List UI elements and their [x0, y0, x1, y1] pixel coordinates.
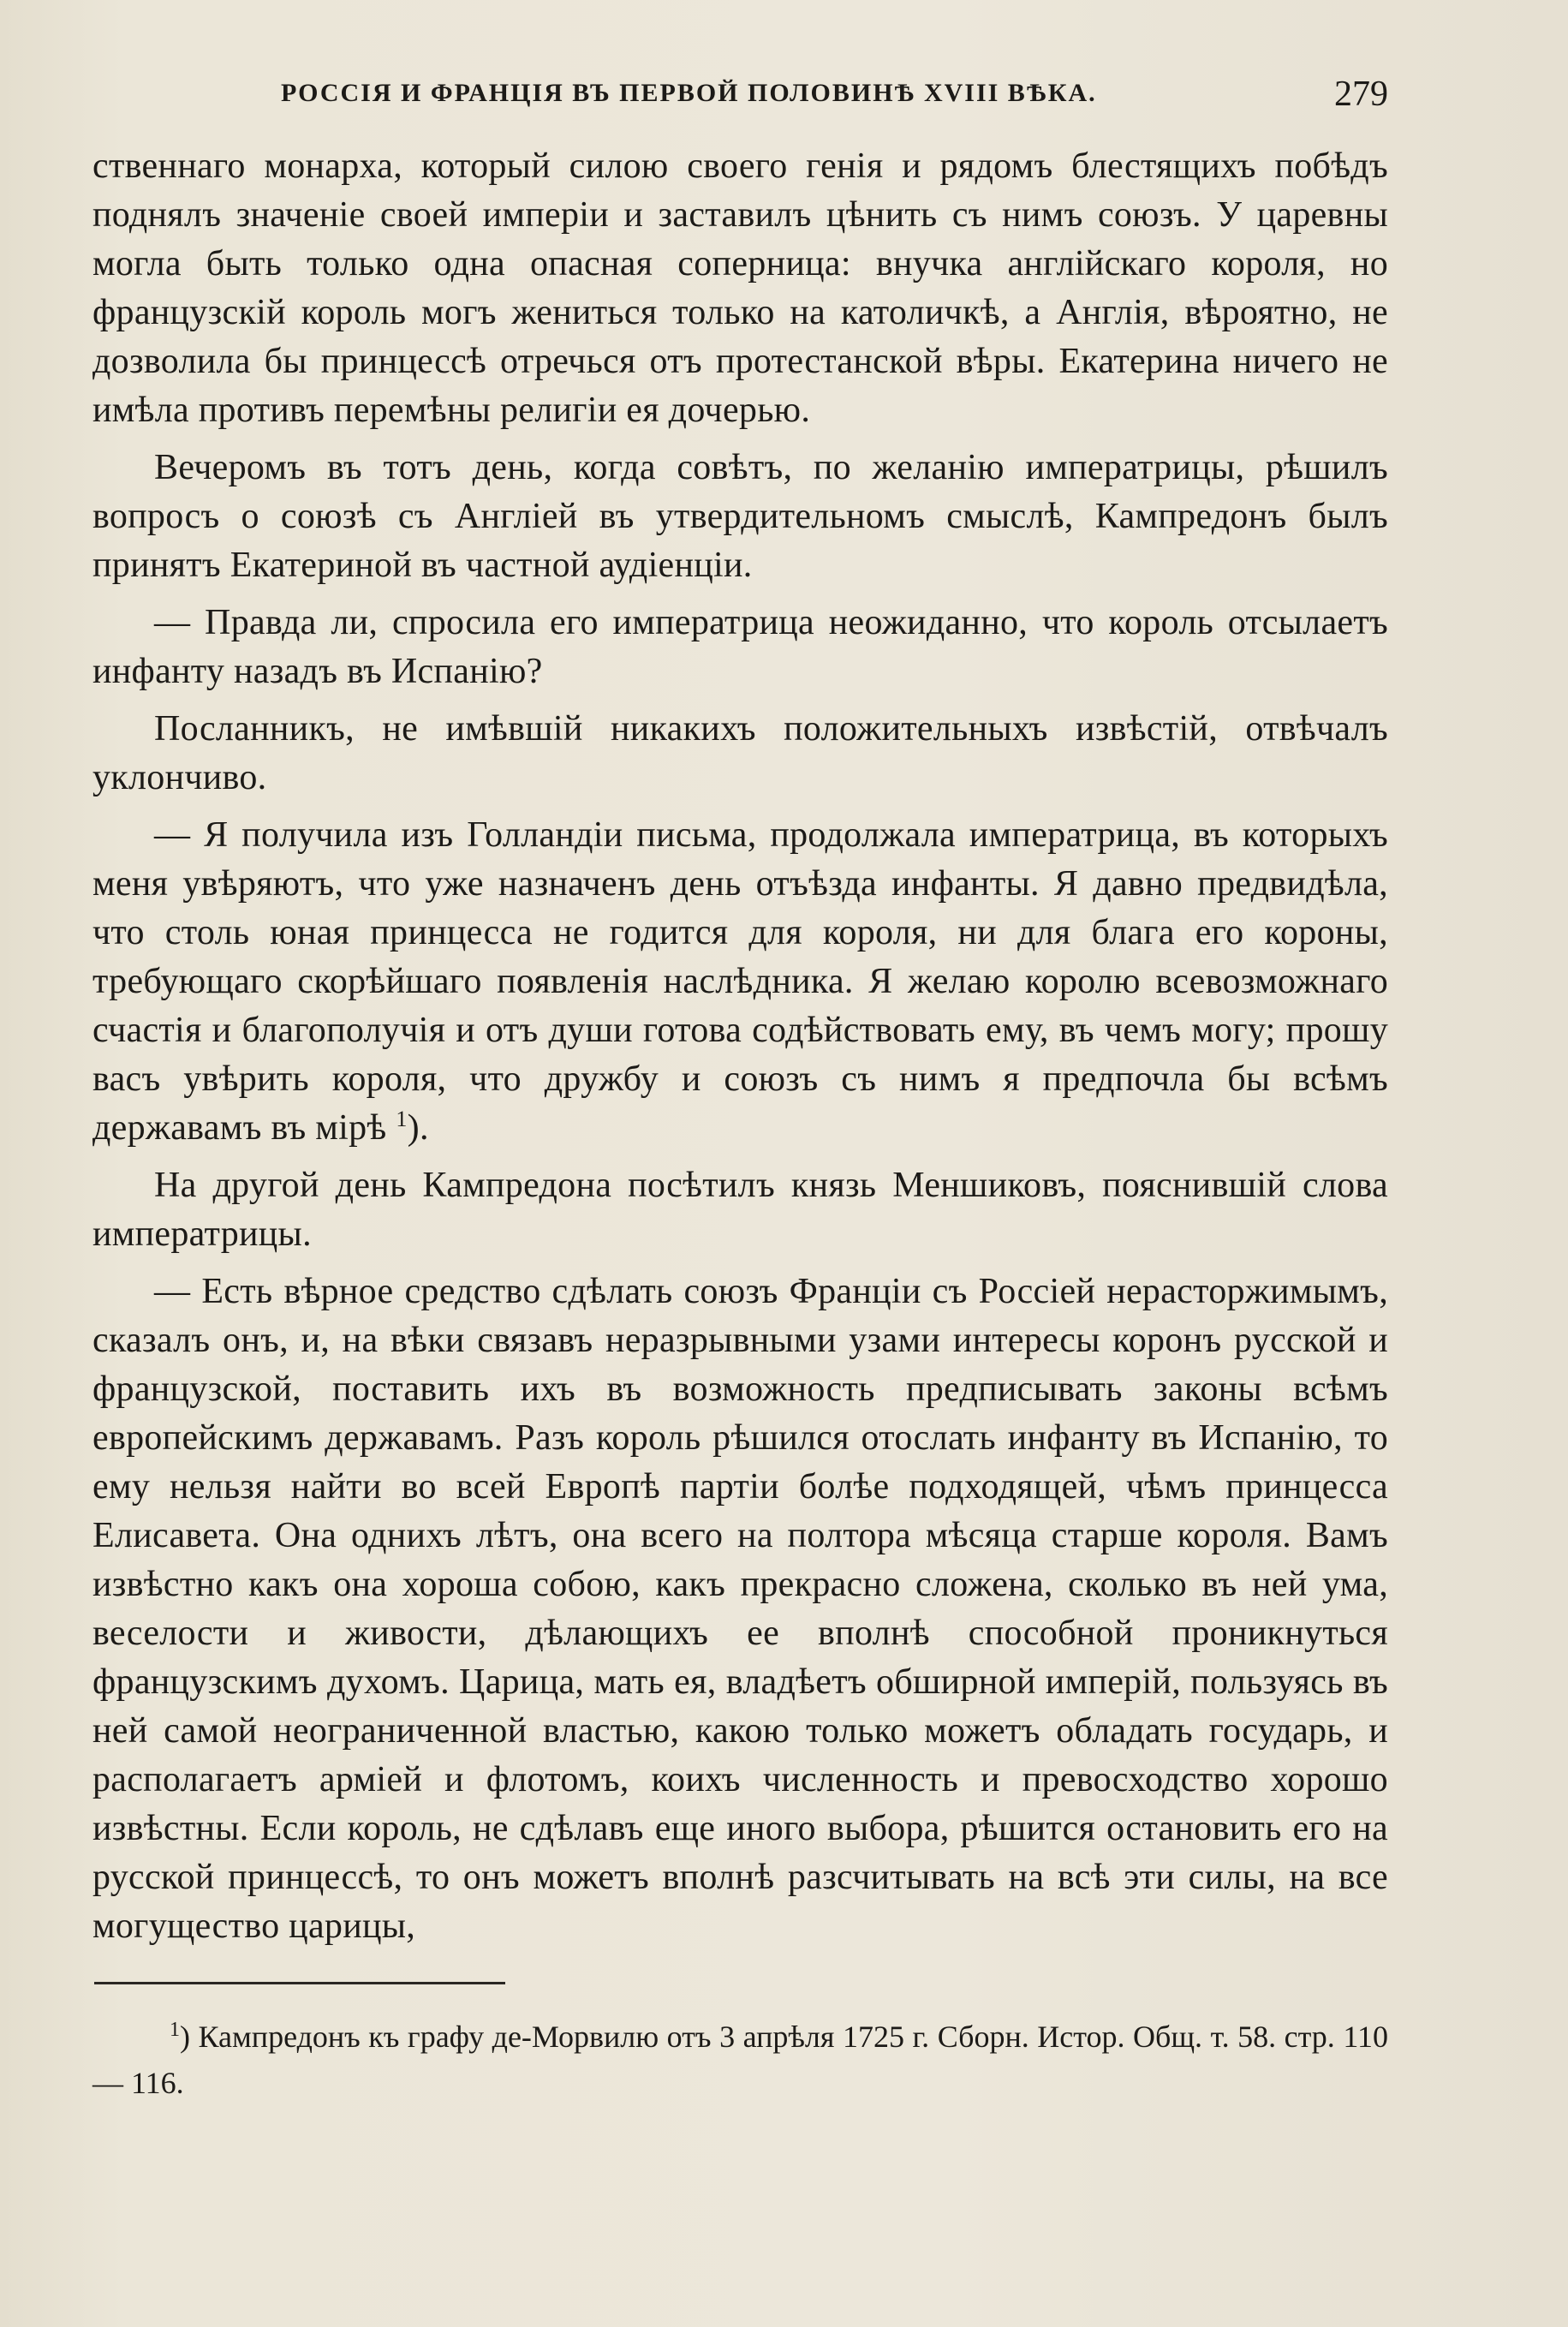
paragraph-continued: ственнаго монарха, который силою своего генія и рядомъ блестящихъ побѣдъ поднялъ значеніе своей имперіи и заставилъ цѣнить съ нимъ союзъ. У царевны могла быть только одна опасная соперница: внучка англійскаго короля, но французскій король могъ жениться только на католичкѣ, а Англія, вѣроятно, не дозволила бы принцессѣ отречься отъ протестанской вѣры. Екатерина ничего не имѣла противъ перемѣны религіи ея дочерью.: [92, 146, 1388, 430]
footnote: [92, 2014, 1388, 2106]
dialogue-paragraph: [92, 811, 1388, 1153]
running-head: [92, 75, 1388, 127]
footnote-mark: 1: [170, 2019, 180, 2041]
footnote-rule: [94, 1982, 505, 1984]
body-text: [92, 142, 1388, 1951]
running-title: РОССІЯ И ФРАНЦІЯ ВЪ ПЕРВОЙ ПОЛОВИНѢ XVIII ВѢКА.: [281, 79, 1097, 107]
dialogue-paragraph: — Правда ли, спросила его императрица неожиданно, что король отсылаетъ инфанту назадъ въ Испанію?: [92, 603, 1388, 691]
paragraph: На другой день Кампредона посѣтилъ князь Меншиковъ, пояснившій слова императрицы.: [92, 1166, 1388, 1254]
paragraph: Посланникъ, не имѣвшій никакихъ положительныхъ извѣстій, отвѣчалъ уклончиво.: [92, 709, 1388, 797]
page-number: 279: [1334, 75, 1388, 114]
footnote-reference: 1: [396, 1107, 408, 1131]
footnote-text: ) Кампредонъ къ графу де-Морвилю отъ 3 апрѣля 1725 г. Сборн. Истор. Общ. т. 58. стр. 110 — 116.: [92, 2020, 1388, 2100]
dialogue-paragraph: — Есть вѣрное средство сдѣлать союзъ Франціи съ Россіей нерасторжимымъ, сказалъ онъ, и, на вѣки связавъ неразрывными узами интересы коронъ русской и французской, поставить ихъ въ возможность предписывать законы всѣмъ европейскимъ державамъ. Разъ король рѣшился отослать инфанту въ Испанію, то ему нельзя найти во всей Европѣ партіи болѣе подходящей, чѣмъ принцесса Елисавета. Она однихъ лѣтъ, она всего на полтора мѣсяца старше короля. Вамъ извѣстно какъ она хороша собою, какъ прекрасно сложена, сколько въ ней ума, веселости и живости, дѣлающихъ ее вполнѣ способной проникнуться французскимъ духомъ. Царица, мать ея, владѣетъ обширной имперій, пользуясь въ ней самой неограниченной властью, какою только можетъ обладать государь, и располагаетъ арміей и флотомъ, коихъ численность и превосходство хорошо извѣстны. Если король, не сдѣлавъ еще иного выбора, рѣшится остановить его на русской принцессѣ, то онъ можетъ вполнѣ разсчитывать на всѣ эти силы, на все могущество царицы,: [92, 1272, 1388, 1946]
paragraph-end: ).: [407, 1108, 429, 1148]
paragraph-text: — Я получила изъ Голландіи письма, продолжала императрица, въ которыхъ меня увѣряютъ, что уже назначенъ день отъѣзда инфанты. Я давно предвидѣла, что столь юная принцесса не годится для короля, ни для блага его короны, требующаго скорѣйшаго появленія наслѣдника. Я желаю королю всевозможнаго счастія и благополучія и отъ души готова содѣйствовать ему, въ чемъ могу; прошу васъ увѣрить короля, что дружбу и союзъ съ нимъ я предпочла бы всѣмъ державамъ въ мірѣ: [92, 815, 1388, 1148]
paragraph: Вечеромъ въ тотъ день, когда совѣтъ, по желанію императрицы, рѣшилъ вопросъ о союзѣ съ Англіей въ утвердительномъ смыслѣ, Кампредонъ былъ принятъ Екатериной въ частной аудіенціи.: [92, 448, 1388, 585]
